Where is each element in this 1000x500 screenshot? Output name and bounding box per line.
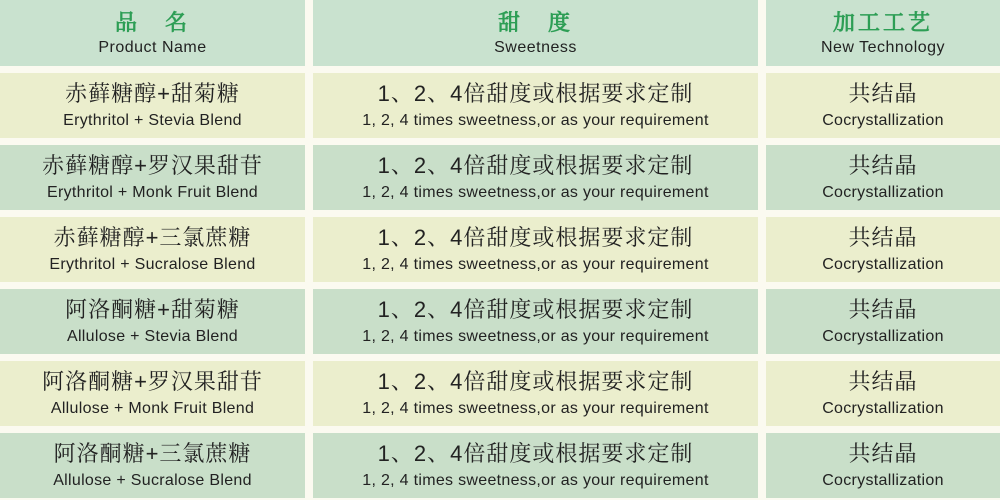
sweetness-en: 1, 2, 4 times sweetness,or as your requirement (362, 256, 709, 274)
cell-process (766, 73, 1000, 138)
cell-process (766, 289, 1000, 354)
process-zh: 共结晶 (848, 296, 918, 322)
header-sweetness (313, 0, 758, 66)
sweetness-zh: 1、2、4倍甜度或根据要求定制 (377, 296, 694, 322)
header-product-name-zh: 品 名 (114, 9, 190, 35)
sweetness-zh: 1、2、4倍甜度或根据要求定制 (377, 152, 694, 178)
sweetness-zh: 1、2、4倍甜度或根据要求定制 (377, 440, 694, 466)
header-technology-en: New Technology (820, 39, 946, 57)
process-en: Cocrystallization (822, 400, 944, 418)
sweetness-en: 1, 2, 4 times sweetness,or as your requirement (362, 184, 709, 202)
cell-product (0, 361, 305, 426)
product-en: Erythritol + Stevia Blend (63, 112, 242, 130)
cell-product (0, 289, 305, 354)
process-zh: 共结晶 (848, 368, 918, 394)
product-zh: 阿洛酮糖+三氯蔗糖 (53, 440, 252, 466)
cell-sweetness (313, 433, 758, 498)
cell-sweetness (313, 145, 758, 210)
process-en: Cocrystallization (822, 472, 944, 490)
product-zh: 阿洛酮糖+罗汉果甜苷 (42, 368, 263, 394)
sweetness-zh: 1、2、4倍甜度或根据要求定制 (377, 80, 694, 106)
product-en: Erythritol + Sucralose Blend (49, 256, 256, 274)
header-technology-zh: 加工工艺 (832, 9, 933, 35)
cell-product (0, 433, 305, 498)
header-product-name (0, 0, 305, 66)
cell-process (766, 145, 1000, 210)
process-en: Cocrystallization (822, 112, 944, 130)
product-zh: 赤藓糖醇+甜菊糖 (65, 80, 240, 106)
header-sweetness-en: Sweetness (494, 39, 577, 57)
product-en: Allulose + Stevia Blend (66, 328, 238, 346)
process-zh: 共结晶 (848, 152, 918, 178)
process-en: Cocrystallization (822, 256, 944, 274)
cell-product (0, 145, 305, 210)
cell-sweetness (313, 361, 758, 426)
cell-product (0, 217, 305, 282)
cell-process (766, 217, 1000, 282)
sweetness-zh: 1、2、4倍甜度或根据要求定制 (377, 224, 694, 250)
header-product-name-en: Product Name (98, 39, 207, 57)
cell-sweetness (313, 289, 758, 354)
process-zh: 共结晶 (848, 224, 918, 250)
process-zh: 共结晶 (848, 440, 918, 466)
process-en: Cocrystallization (822, 328, 944, 346)
cell-process (766, 361, 1000, 426)
cell-product (0, 73, 305, 138)
cell-sweetness (313, 217, 758, 282)
process-en: Cocrystallization (822, 184, 944, 202)
header-technology (766, 0, 1000, 66)
process-zh: 共结晶 (848, 80, 918, 106)
sweetness-zh: 1、2、4倍甜度或根据要求定制 (377, 368, 694, 394)
product-en: Allulose + Monk Fruit Blend (50, 400, 255, 418)
product-en: Allulose + Sucralose Blend (53, 472, 252, 490)
sweetness-en: 1, 2, 4 times sweetness,or as your requirement (362, 400, 709, 418)
cell-sweetness (313, 73, 758, 138)
product-zh: 赤藓糖醇+罗汉果甜苷 (42, 152, 263, 178)
sweetness-en: 1, 2, 4 times sweetness,or as your requirement (362, 112, 709, 130)
header-sweetness-zh: 甜 度 (497, 9, 573, 35)
product-en: Erythritol + Monk Fruit Blend (47, 184, 258, 202)
sweetness-en: 1, 2, 4 times sweetness,or as your requirement (362, 328, 709, 346)
product-zh: 赤藓糖醇+三氯蔗糖 (53, 224, 252, 250)
cell-process (766, 433, 1000, 498)
product-zh: 阿洛酮糖+甜菊糖 (65, 296, 240, 322)
sweetness-en: 1, 2, 4 times sweetness,or as your requirement (362, 472, 709, 490)
